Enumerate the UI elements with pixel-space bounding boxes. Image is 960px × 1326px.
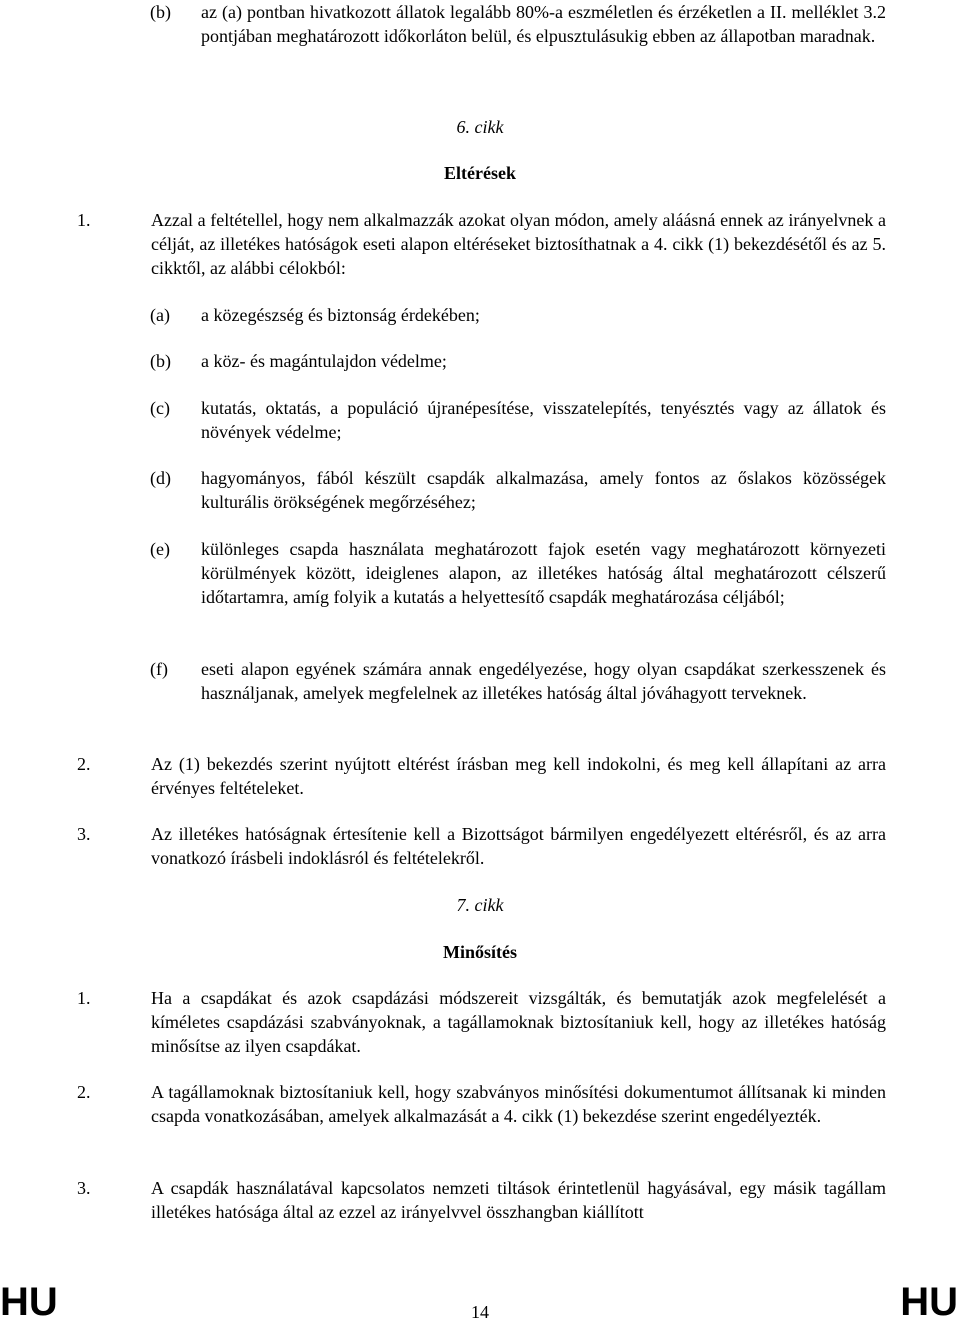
article-number: 7. cikk bbox=[456, 895, 504, 915]
paragraph-label: 3. bbox=[77, 824, 91, 844]
paragraph-text: Azzal a feltétellel, hogy nem alkalmazzák azokat olyan módon, amely aláásná ennek az irányelvnek a célját, az illetékes hatóságok eseti alapon eltéréseket biztosíthatnak a 4. cikk (1) bekezdésétől és az 5. cikktől, az alábbi célokból: bbox=[151, 210, 886, 278]
item-label: (b) bbox=[150, 351, 171, 371]
paragraph-text: A tagállamoknak biztosítaniuk kell, hogy szabványos minősítési dokumentumot állítsanak ki minden csapda vonatkozásában, amelyek alkalmazását a 4. cikk (1) bekezdése szerint engedélyezték. bbox=[151, 1082, 886, 1126]
item-text: kutatás, oktatás, a populáció újranépesítése, visszatelepítés, tenyésztés vagy az állatok és növények védelme; bbox=[201, 398, 886, 442]
item-label: (d) bbox=[150, 468, 171, 488]
item-text: különleges csapda használata meghatározott fajok esetén vagy meghatározott környezeti körülmények között, ideiglenes alapon, az illetékes hatóság által meghatározott célszerű időtartamra, amíg folyik a kutatás a helyettesítő csapdák meghatározása céljából; bbox=[201, 539, 886, 607]
paragraph-label: 3. bbox=[77, 1178, 91, 1198]
item-text: a közegészség és biztonság érdekében; bbox=[201, 305, 480, 325]
item-text: az (a) pontban hivatkozott állatok legalább 80%-a eszméletlen és érzéketlen a II. melléklet 3.2 pontjában meghatározott időkorláton belül, és elpusztulásukig ebben az állapotban maradnak. bbox=[201, 2, 886, 46]
paragraph-label: 2. bbox=[77, 754, 91, 774]
item-label: (e) bbox=[150, 539, 170, 559]
article-number: 6. cikk bbox=[456, 117, 504, 137]
paragraph-label: 1. bbox=[77, 210, 91, 230]
item-label: (a) bbox=[150, 305, 170, 325]
list-item bbox=[150, 0, 886, 72]
paragraph-label: 1. bbox=[77, 988, 91, 1008]
item-label: (b) bbox=[150, 2, 171, 22]
article-title: Eltérések bbox=[444, 163, 516, 183]
paragraph-text: A csapdák használatával kapcsolatos nemzeti tiltások érintetlenül hagyásával, egy másik tagállam illetékes hatósága által az ezzel az irányelvvel összhangban kiállított bbox=[151, 1178, 886, 1222]
language-code-left: HU bbox=[0, 1280, 58, 1324]
item-label: (f) bbox=[150, 659, 168, 679]
paragraph-text: Ha a csapdákat és azok csapdázási módszereit vizsgálták, és bemutatják azok megfelelését a kíméletes csapdázási szabványoknak, a tagállamoknak biztosítaniuk kell, hogy az illetékes hatóság minősítse az ilyen csapdákat. bbox=[151, 988, 886, 1056]
paragraph-text: Az (1) bekezdés szerint nyújtott eltérést írásban meg kell indokolni, és meg kell állapítani az arra érvényes feltételeket. bbox=[151, 754, 886, 798]
item-text: eseti alapon egyének számára annak engedélyezése, hogy olyan csapdákat szerkesszenek és használjanak, amelyek megfelelnek az illetékes hatóság által jóváhagyott terveknek. bbox=[201, 659, 886, 703]
language-code-right: HU bbox=[900, 1280, 958, 1324]
item-text: hagyományos, fából készült csapdák alkalmazása, amely fontos az őslakos közösségek kulturális örökségének megőrzéséhez; bbox=[201, 468, 886, 512]
paragraph-text: Az illetékes hatóságnak értesítenie kell a Bizottságot bármilyen engedélyezett eltérésről, és az arra vonatkozó írásbeli indoklásról és feltételekről. bbox=[151, 824, 886, 868]
item-label: (c) bbox=[150, 398, 170, 418]
page-number: 14 bbox=[471, 1302, 489, 1322]
article-title: Minősítés bbox=[443, 942, 517, 962]
paragraph-label: 2. bbox=[77, 1082, 91, 1102]
item-text: a köz- és magántulajdon védelme; bbox=[201, 351, 447, 371]
